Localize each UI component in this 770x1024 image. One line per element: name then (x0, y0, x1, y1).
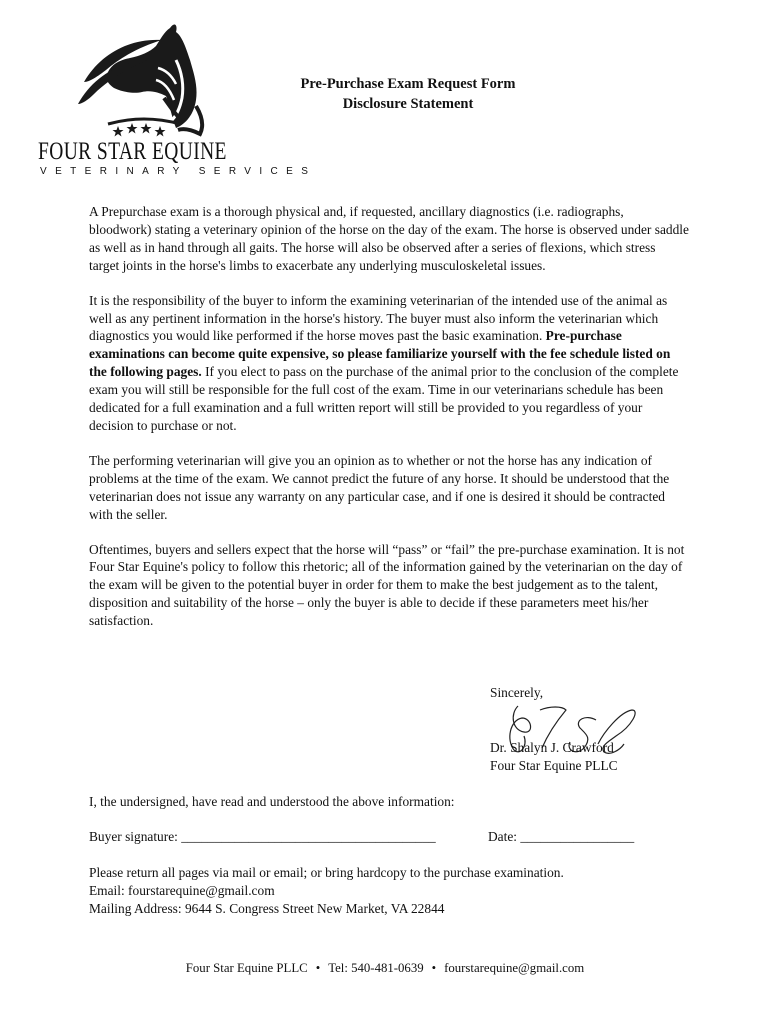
return-instructions: Please return all pages via mail or email; or bring hardcopy to the purchase examination. (89, 865, 564, 880)
acknowledgement-text: I, the undersigned, have read and understood the above information: (89, 794, 455, 809)
paragraph-responsibility-end: If you elect to pass on the purchase of the animal prior to the conclusion of the complete exam you will still be responsible for the full cost of the exam. Time in our veterinarians schedule has been dedicated for a full examination and a full written report will still be provided to you regardless of your decision to purchase or not. (89, 364, 679, 433)
footer-company: Four Star Equine PLLC (185, 961, 308, 975)
paragraph-responsibility-start: It is the responsibility of the buyer to inform the examining veterinarian of the intended use of the animal as well as any pertinent information in the horse's history. The buyer must also inform the veterinarian which diagnostics you would like performed if the horse moves past the basic examination. (89, 292, 668, 344)
mailing-address: Mailing Address: 9644 S. Congress Street New Market, VA 22844 (89, 901, 445, 916)
footer-phone: Tel: 540-481-0639 (328, 961, 424, 975)
footer-email[interactable]: fourstarequine@gmail.com (444, 961, 585, 975)
footer-separator: • (431, 961, 437, 975)
buyer-signature-field[interactable]: Buyer signature: ______________________________________ (89, 829, 436, 844)
document-subtitle: Disclosure Statement (342, 96, 474, 112)
date-field[interactable]: Date: _________________ (488, 829, 635, 844)
paragraph-opinion: The performing veterinarian will give you an opinion as to whether or not the horse has any indication of problems at the time of the exam. We cannot predict the future of any horse. It should be understood that the veterinarian does not issue any warranty on any particular case, and if one is desired it should be contracted with the seller. (89, 452, 670, 522)
page-footer (0, 961, 770, 976)
brand-logo (38, 20, 317, 180)
document-body (89, 203, 689, 647)
closing-salutation: Sincerely, (490, 685, 544, 700)
paragraph-intro: A Prepurchase exam is a thorough physical and, if requested, ancillary diagnostics (i.e. radiographs, bloodwork) stating a veterinary opinion of the horse on the day of the exam. The horse is observed under saddle as well as in hand through all gaits. The horse will also be observed after a series of flexions, which stress target joints in the horse's limbs to exacerbate any underlying musculoskeletal issues. (89, 204, 689, 273)
paragraph-pass-fail: Oftentimes, buyers and sellers expect that the horse will “pass” or “fail” the pre-purchase examination. It is not Four Star Equine's policy to follow this rhetoric; all of the information gained by the veterinarian on the day of the exam will be given to the potential buyer in order for them to make the best judgement as to the talent, disposition and suitability of the horse – only the buyer is able to decide if these parameters meet his/her satisfaction. (89, 541, 685, 629)
signer-name: Dr. Shalyn J. Crawford (490, 740, 614, 755)
footer-separator: • (315, 961, 321, 975)
fee-warning: Pre-purchase examinations can become quite expensive, so please familiarize yourself with the fee schedule listed on the following pages. (89, 328, 671, 380)
brand-name: FOUR STAR EQUINE (38, 138, 227, 165)
horse-head-icon (78, 20, 208, 138)
document-title: Pre-Purchase Exam Request Form (300, 76, 516, 92)
signer-company: Four Star Equine PLLC (490, 758, 618, 773)
contact-email[interactable]: Email: fourstarequine@gmail.com (89, 883, 275, 898)
document-header (228, 74, 588, 114)
brand-subtitle: VETERINARY SERVICES (40, 166, 317, 177)
paragraph-responsibility (89, 292, 689, 435)
